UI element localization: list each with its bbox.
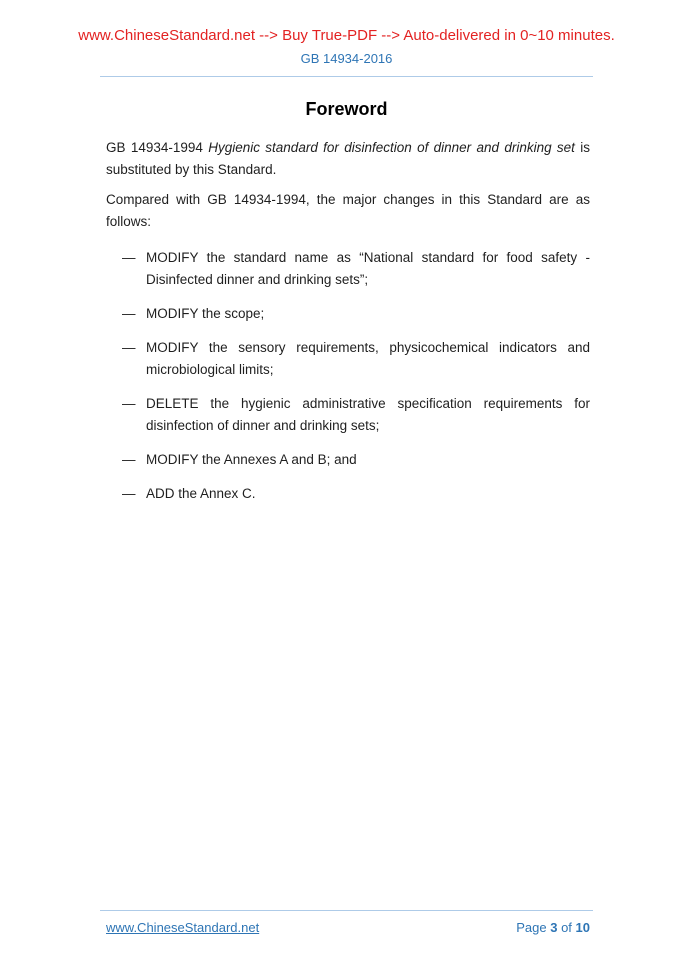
- list-dash: —: [122, 486, 136, 501]
- list-item: [106, 449, 590, 471]
- list-item-text: MODIFY the Annexes A and B; and: [146, 452, 357, 467]
- list-item: [106, 247, 590, 291]
- footer-link[interactable]: www.ChineseStandard.net: [106, 920, 260, 935]
- footer-rule: [100, 910, 593, 911]
- paragraph-text: GB 14934-1994: [106, 140, 209, 155]
- standard-title-italic: Hygienic standard for disinfection of dinner and drinking set: [208, 140, 575, 155]
- list-item: [106, 337, 590, 381]
- paragraph-compared: Compared with GB 14934-1994, the major changes in this Standard are as follows:: [106, 192, 590, 229]
- list-item-text: DELETE the hygienic administrative specification requirements for disinfection of dinner and drinking sets;: [146, 396, 590, 433]
- list-item-text: MODIFY the standard name as “National standard for food safety - Disinfected dinner and drinking sets”;: [146, 250, 590, 287]
- doc-number: GB 14934-2016: [300, 51, 393, 66]
- list-dash: —: [122, 396, 136, 411]
- header-rule: [100, 76, 593, 77]
- page-current: 3: [550, 920, 558, 935]
- list-item-text: ADD the Annex C.: [146, 486, 256, 501]
- header-promo-link[interactable]: www.ChineseStandard.net --> Buy True-PDF --> Auto-delivered in 0~10 minutes.: [78, 27, 615, 44]
- list-item-text: MODIFY the sensory requirements, physicochemical indicators and microbiological limits;: [146, 340, 590, 377]
- list-dash: —: [122, 340, 136, 355]
- page-footer: [0, 910, 693, 935]
- list-item-text: MODIFY the scope;: [146, 306, 265, 321]
- paragraph-text: is substituted by this Standard.: [106, 140, 590, 177]
- page-indicator: [516, 920, 590, 935]
- document-body: [106, 137, 590, 505]
- list-dash: —: [122, 452, 136, 467]
- page-label: Page: [516, 920, 551, 935]
- list-item: [106, 483, 590, 505]
- page-total: 10: [575, 920, 590, 935]
- list-item: [106, 303, 590, 325]
- page-title: Foreword: [305, 99, 388, 119]
- list-dash: —: [122, 306, 136, 321]
- page-of: of: [557, 920, 576, 935]
- list-item: [106, 393, 590, 437]
- paragraph-substitution: [106, 137, 590, 181]
- changes-list: [106, 247, 590, 505]
- list-dash: —: [122, 250, 136, 265]
